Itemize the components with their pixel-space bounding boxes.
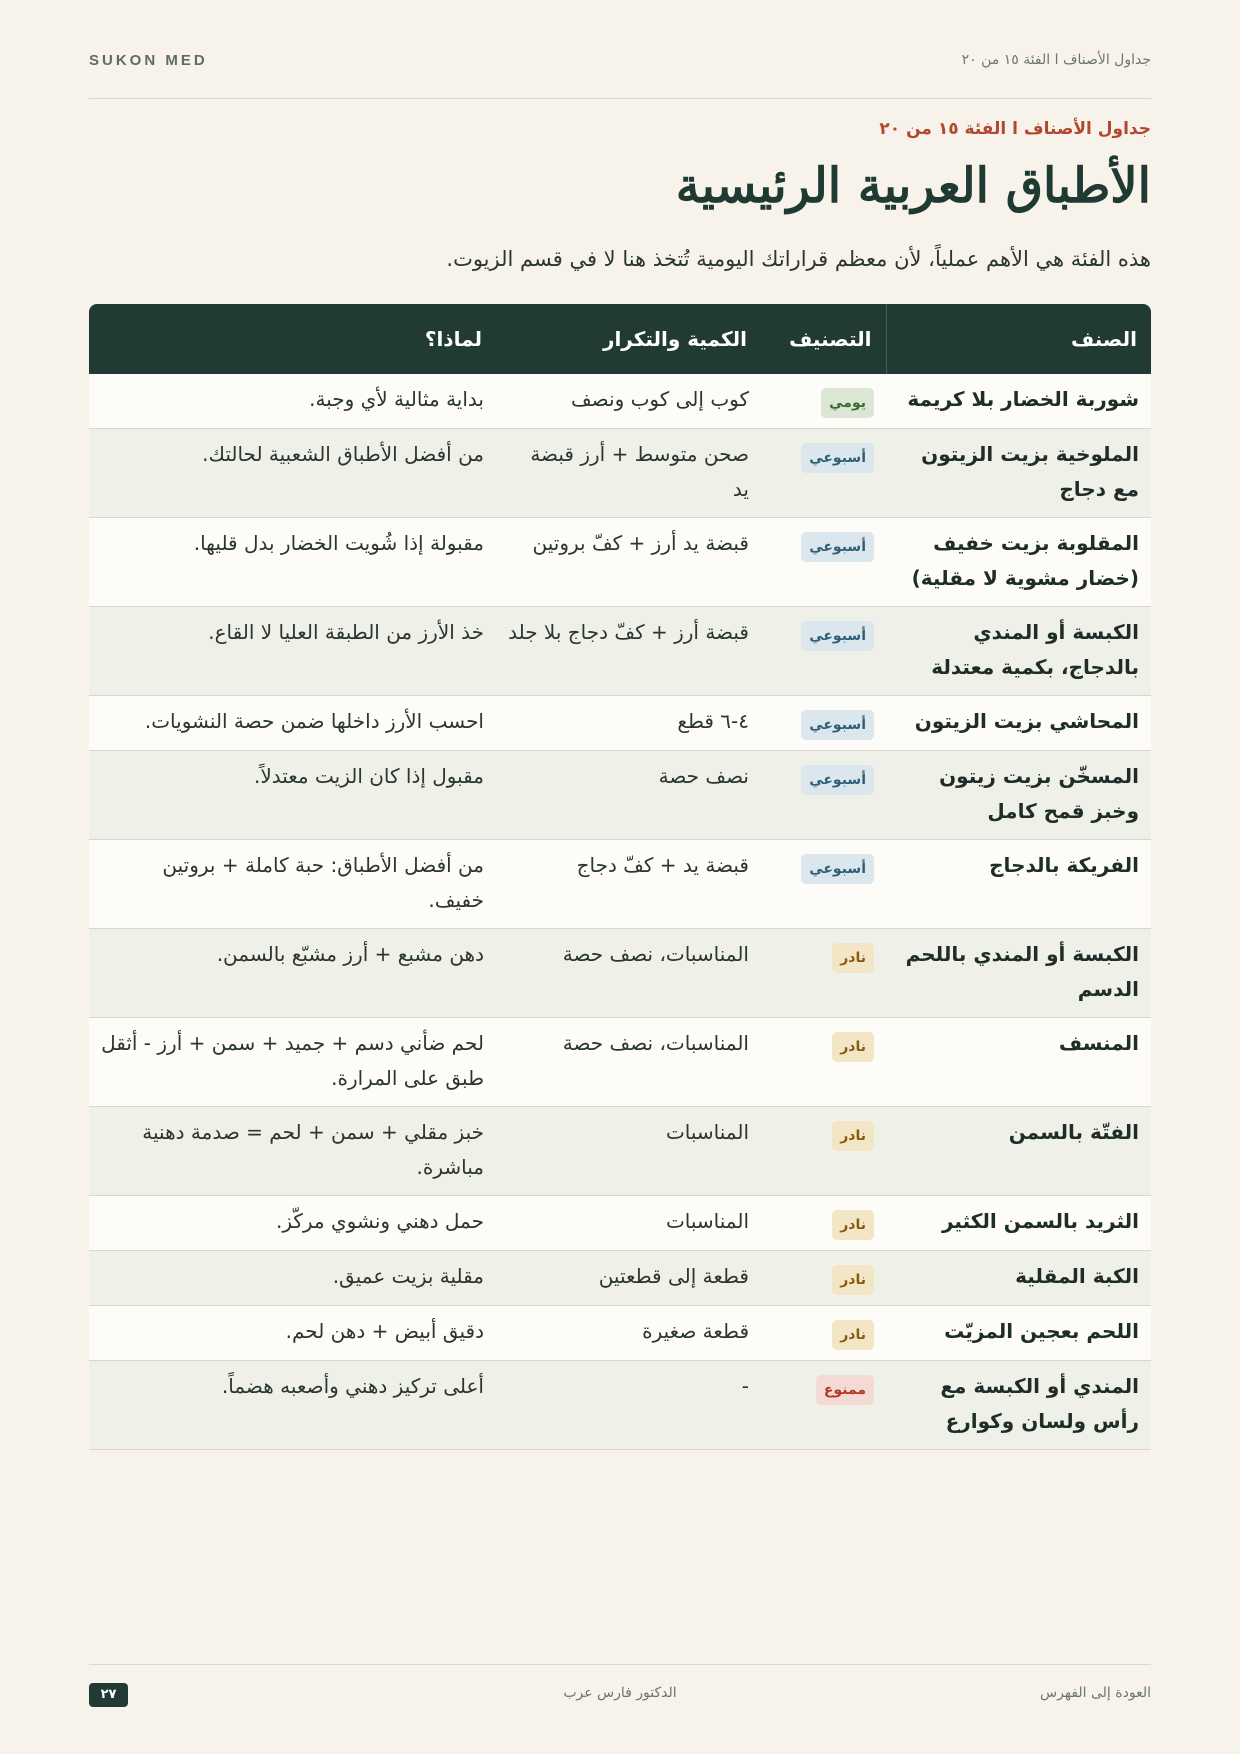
quantity-cell: قبضة أرز + كفّ دجاج بلا جلد xyxy=(508,620,749,644)
table-row xyxy=(89,696,1151,751)
category-badge: نادر xyxy=(832,943,874,973)
table-row xyxy=(89,840,1151,929)
category-badge: نادر xyxy=(832,1210,874,1240)
quantity-cell: المناسبات xyxy=(665,1120,749,1144)
table-row xyxy=(89,1361,1151,1450)
dish-name: اللحم بعجين المزيّت xyxy=(944,1319,1139,1343)
page-header xyxy=(89,52,1151,74)
reason-cell: خبز مقلي + سمن + لحم = صدمة دهنية مباشرة. xyxy=(142,1120,484,1179)
dish-name: الكبسة أو المندي باللحم الدسم xyxy=(905,942,1139,1001)
category-cell xyxy=(761,1196,886,1251)
reason-cell: أعلى تركيز دهني وأصعبه هضماً. xyxy=(221,1374,484,1398)
quantity-cell: قطعة إلى قطعتين xyxy=(598,1264,749,1288)
dish-name: المنسف xyxy=(1058,1031,1139,1055)
table-row xyxy=(89,1018,1151,1107)
category-cell xyxy=(761,1018,886,1107)
category-badge: أسبوعي xyxy=(801,443,874,473)
reason-cell: دهن مشبع + أرز مشبّع بالسمن. xyxy=(216,942,484,966)
category-cell xyxy=(761,607,886,696)
table-row xyxy=(89,1251,1151,1306)
reason-cell: بداية مثالية لأي وجبة. xyxy=(309,387,484,411)
category-cell xyxy=(761,1361,886,1450)
reason-cell: من أفضل الأطباق: حبة كاملة + بروتين خفيف. xyxy=(162,853,484,912)
back-to-index-link[interactable]: العودة إلى الفهرس xyxy=(1040,1685,1151,1701)
category-badge: ممنوع xyxy=(816,1375,874,1405)
quantity-cell: ٤-٦ قطع xyxy=(677,709,749,733)
category-cell xyxy=(761,840,886,929)
category-cell xyxy=(761,929,886,1018)
quantity-cell: قبضة يد أرز + كفّ بروتين xyxy=(532,531,749,555)
reason-cell: من أفضل الأطباق الشعبية لحالتك. xyxy=(202,442,484,466)
category-cell xyxy=(761,518,886,607)
table-body xyxy=(89,374,1151,1450)
brand-name: SUKON MED xyxy=(89,52,208,69)
page-title: الأطباق العربية الرئيسية xyxy=(675,158,1151,214)
page-number-badge: ٢٧ xyxy=(89,1683,128,1707)
page-footer xyxy=(89,1683,1151,1709)
table-header-row xyxy=(89,304,1151,374)
quantity-cell: المناسبات xyxy=(665,1209,749,1233)
quantity-cell: المناسبات، نصف حصة xyxy=(562,1031,749,1055)
category-badge: أسبوعي xyxy=(801,854,874,884)
quantity-cell: قبضة يد + كفّ دجاج xyxy=(576,853,749,877)
category-badge: أسبوعي xyxy=(801,765,874,795)
dish-name: المحاشي بزيت الزيتون xyxy=(914,709,1139,733)
reason-cell: احسب الأرز داخلها ضمن حصة النشويات. xyxy=(144,709,484,733)
category-cell xyxy=(761,1251,886,1306)
dish-name: المسخّن بزيت زيتون وخبز قمح كامل xyxy=(939,764,1139,823)
dish-name: المقلوبة بزيت خفيف (خضار مشوية لا مقلية) xyxy=(911,531,1139,590)
column-header-quantity: الكمية والتكرار xyxy=(496,304,761,374)
reason-cell: خذ الأرز من الطبقة العليا لا القاع. xyxy=(208,620,484,644)
category-cell xyxy=(761,1306,886,1361)
quantity-cell: نصف حصة xyxy=(658,764,749,788)
author-name: الدكتور فارس عرب xyxy=(563,1685,677,1701)
dish-name: الفريكة بالدجاج xyxy=(989,853,1139,877)
quantity-cell: - xyxy=(741,1374,749,1398)
quantity-cell: كوب إلى كوب ونصف xyxy=(570,387,749,411)
dish-name: الكبة المقلية xyxy=(1015,1264,1139,1288)
column-header-why: لماذا؟ xyxy=(89,304,496,374)
category-cell xyxy=(761,429,886,518)
table-row xyxy=(89,1107,1151,1196)
category-cell xyxy=(761,1107,886,1196)
dish-name: المندي أو الكبسة مع رأس ولسان وكوارع xyxy=(940,1374,1139,1433)
running-title: جداول الأصناف ا الفئة ١٥ من ٢٠ xyxy=(961,52,1151,68)
quantity-cell: قطعة صغيرة xyxy=(642,1319,749,1343)
dish-name: الكبسة أو المندي بالدجاج، بكمية معتدلة xyxy=(931,620,1139,679)
table-row xyxy=(89,1306,1151,1361)
category-badge: أسبوعي xyxy=(801,710,874,740)
reason-cell: لحم ضأني دسم + جميد + سمن + أرز - أثقل طبق على المرارة. xyxy=(101,1031,484,1090)
reason-cell: حمل دهني ونشوي مركّز. xyxy=(275,1209,484,1233)
table-row xyxy=(89,518,1151,607)
category-badge: أسبوعي xyxy=(801,532,874,562)
quantity-cell: صحن متوسط + أرز قبضة يد xyxy=(530,442,749,501)
header-divider xyxy=(89,98,1151,99)
category-cell xyxy=(761,374,886,429)
table-row xyxy=(89,1196,1151,1251)
page-subtitle: هذه الفئة هي الأهم عملياً، لأن معظم قراراتك اليومية تُتخذ هنا لا في قسم الزيوت. xyxy=(446,247,1151,271)
dish-name: الملوخية بزيت الزيتون مع دجاج xyxy=(921,442,1139,501)
page xyxy=(89,0,1151,1754)
category-badge: يومي xyxy=(821,388,874,418)
reason-cell: مقبول إذا كان الزيت معتدلاً. xyxy=(253,764,484,788)
quantity-cell: المناسبات، نصف حصة xyxy=(562,942,749,966)
category-badge: نادر xyxy=(832,1121,874,1151)
table-row xyxy=(89,374,1151,429)
dishes-table xyxy=(89,304,1151,1450)
table-row xyxy=(89,751,1151,840)
category-cell xyxy=(761,751,886,840)
category-badge: نادر xyxy=(832,1265,874,1295)
dish-name: الثريد بالسمن الكثير xyxy=(941,1209,1139,1233)
dish-name: الفتّة بالسمن xyxy=(1008,1120,1139,1144)
table-row xyxy=(89,929,1151,1018)
column-header-item: الصنف xyxy=(886,304,1151,374)
dish-name: شوربة الخضار بلا كريمة xyxy=(907,387,1139,411)
category-badge: نادر xyxy=(832,1032,874,1062)
table-row xyxy=(89,429,1151,518)
table-row xyxy=(89,607,1151,696)
category-badge: أسبوعي xyxy=(801,621,874,651)
reason-cell: مقلية بزيت عميق. xyxy=(332,1264,484,1288)
column-header-category: التصنيف xyxy=(761,304,886,374)
section-eyebrow: جداول الأصناف ا الفئة ١٥ من ٢٠ xyxy=(879,119,1151,139)
footer-divider xyxy=(89,1664,1151,1665)
category-badge: نادر xyxy=(832,1320,874,1350)
category-cell xyxy=(761,696,886,751)
reason-cell: مقبولة إذا شُويت الخضار بدل قليها. xyxy=(193,531,484,555)
reason-cell: دقيق أبيض + دهن لحم. xyxy=(285,1319,484,1343)
